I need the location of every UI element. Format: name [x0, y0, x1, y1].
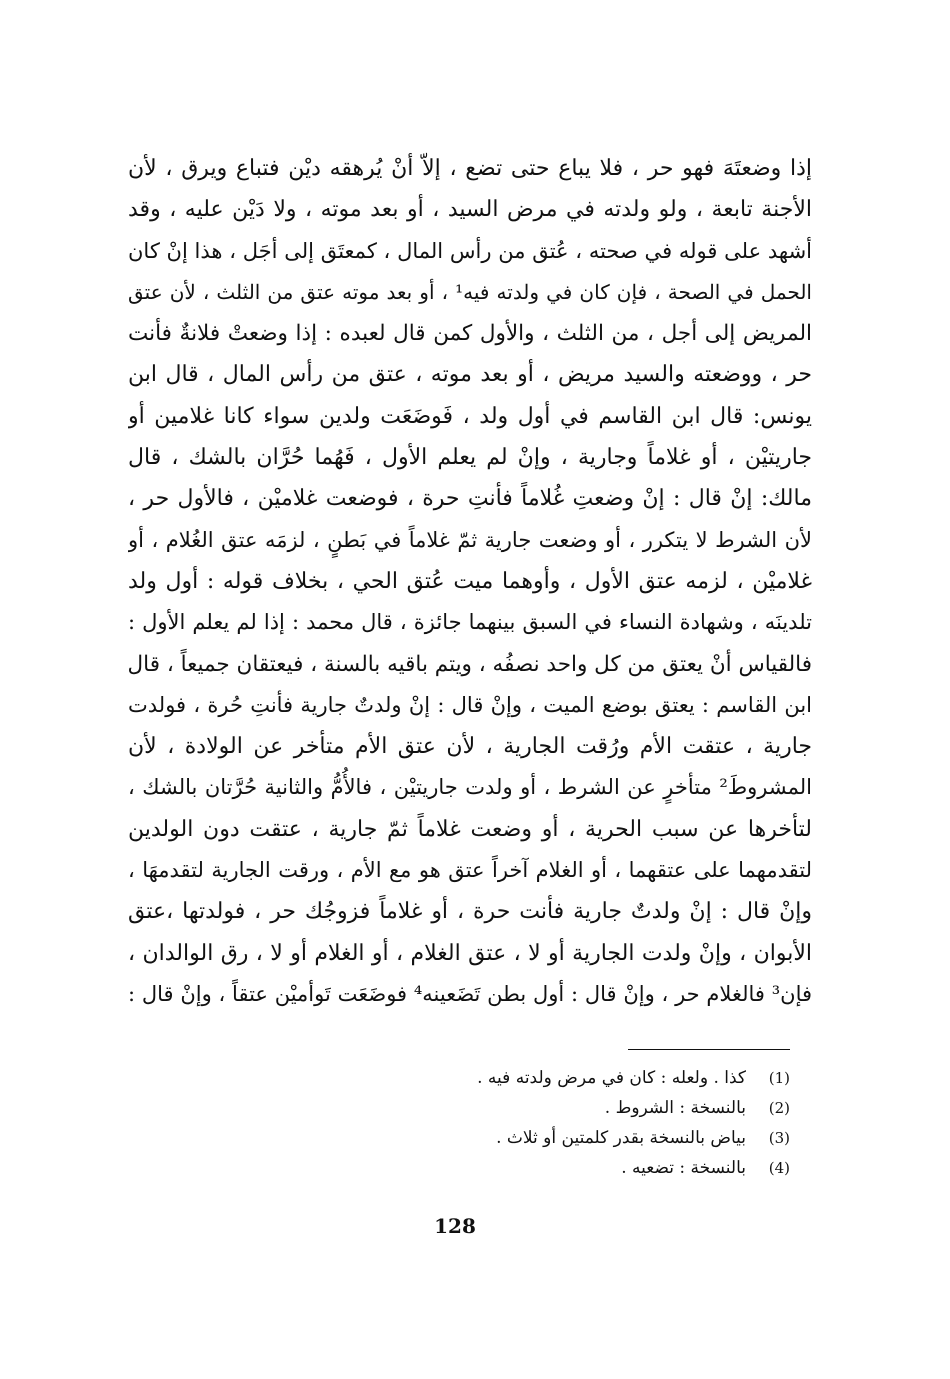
text-line: فالقياس أنْ يعتق من كل واحد نصفُه ، ويتم باقيه بالسنة ، فيعتقان جميعاً ، قال — [128, 651, 812, 677]
text-line: جارية ، عتقت الأم ورُقت الجارية ، لأن عتق الأم متأخر عن الولادة ، لأن — [128, 734, 812, 760]
page-number: 128 — [434, 1214, 476, 1238]
text-line: الحمل في الصحة ، فإن كان في ولدته فيه¹ ، أو بعد موته عتق من الثلث ، لأن عتق — [128, 279, 812, 304]
footnote-number: (1) — [768, 1069, 790, 1087]
text-line: مالك: إنْ قال : إنْ وضعتِ غُلاماً فأنتِ حرة ، فوضعت غلاميْن ، فالأول حر ، — [128, 486, 812, 512]
footnote-text: بياض بالنسخة بقدر كلمتين أو ثلاث . — [496, 1128, 746, 1148]
footnote-number: (3) — [768, 1129, 790, 1147]
main-text-block — [128, 148, 812, 1015]
footnote-text: بالنسخة : الشروط . — [604, 1098, 746, 1118]
text-line: وإنْ قال : إنْ ولدتٌ جارية فأنت حرة ، أو غلاماً فزوجُك حر ، فولدتها ،عتق — [128, 899, 812, 925]
text-line: الأجنة تابعة ، ولو ولدته في مرض السيد ، أو بعد موته ، ولا دَيْن عليه ، وقد — [128, 197, 812, 223]
text-line: لأن الشرط لا يتكرر ، أو وضعت جارية ثمّ غلاماً في بَطنٍ ، لزمَه عتق الغُلام ، أو — [128, 527, 812, 552]
footnotes — [380, 1063, 790, 1183]
text-line: أشهد على قوله في صحته ، عُتق من رأس المال ، كمعتَق إلى أجَل ، هذا إنْ كان — [128, 238, 812, 263]
text-line: غلاميْن ، لزمه عتق الأول ، وأوهما ميت عُتق الحي ، بخلاف قوله : أول ولد — [128, 568, 812, 594]
footnote-item — [380, 1093, 790, 1123]
text-line: تلدينَه ، وشهادة النساء في السبق بينهما جائزة ، قال محمد : إذا لم يعلم الأول : — [128, 610, 812, 635]
footnote-text: بالنسخة : تضعيه . — [621, 1158, 746, 1178]
text-line: حر ، ووضعته والسيد مريض ، أو بعد موته ، عتق من رأس المال ، قال ابن — [128, 362, 812, 388]
footnote-item — [380, 1123, 790, 1153]
text-line: جاريتيْن ، أو غلاماً وجارية ، وإنْ لم يعلم الأول ، فَهُما حُرَّان بالشك ، قال — [128, 445, 812, 471]
footnote-text: كذا . ولعله : كان في مرض ولدته فيه . — [477, 1068, 746, 1088]
text-line: لتقدمهما على عتقهما ، أو الغلام آخراً عتق هو مع الأم ، ورقت الجارية لتقدمهَا ، — [128, 858, 812, 883]
footnote-number: (4) — [768, 1159, 790, 1177]
text-line: لتأخرها عن سبب الحرية ، أو وضعت غلاماً ثمّ جارية ، عتقت دون الولدين — [128, 816, 812, 842]
footnote-divider — [628, 1049, 790, 1050]
text-line: فإن³ فالغلام حر ، وإنْ قال : أول بطن تَضَعينه⁴ فوضَعَت تَوأميْن عتقاً ، وإنْ قال : — [128, 981, 812, 1006]
text-line: يونس: قال ابن القاسم في أول ولد ، فَوضَعَت ولدين سواء كانا غلامين أو — [128, 403, 812, 429]
text-line: ابن القاسم : يعتق بوضع الميت ، وإنْ قال : إنْ ولدتٌ جارية فأنتِ حُرة ، فولدت — [128, 692, 812, 717]
footnote-item — [380, 1153, 790, 1183]
text-line: الأبوان ، وإنْ ولدت الجارية أو لا ، عتق الغلام ، أو الغلام أو لا ، رق الوالدان ، — [128, 940, 812, 966]
text-line: المشروطَ² متأخرٍ عن الشرط ، أو ولدت جاريتيْن ، فالأُمُّ والثانية حُرَّتان بالشك ، — [128, 775, 812, 800]
text-line: المريض إلى أجل ، من الثلث ، والأول كمن قال لعبده : إذا وضعتْ فلانةٌ فأنت — [128, 321, 812, 347]
text-line: إذا وضعتَهَ فهو حر ، فلا يباع حتى تضع ، إلاّ أنْ يُرهقه ديْن فتباع ويرق ، لأن — [128, 156, 812, 181]
footnote-number: (2) — [768, 1099, 790, 1117]
footnote-item — [380, 1063, 790, 1093]
